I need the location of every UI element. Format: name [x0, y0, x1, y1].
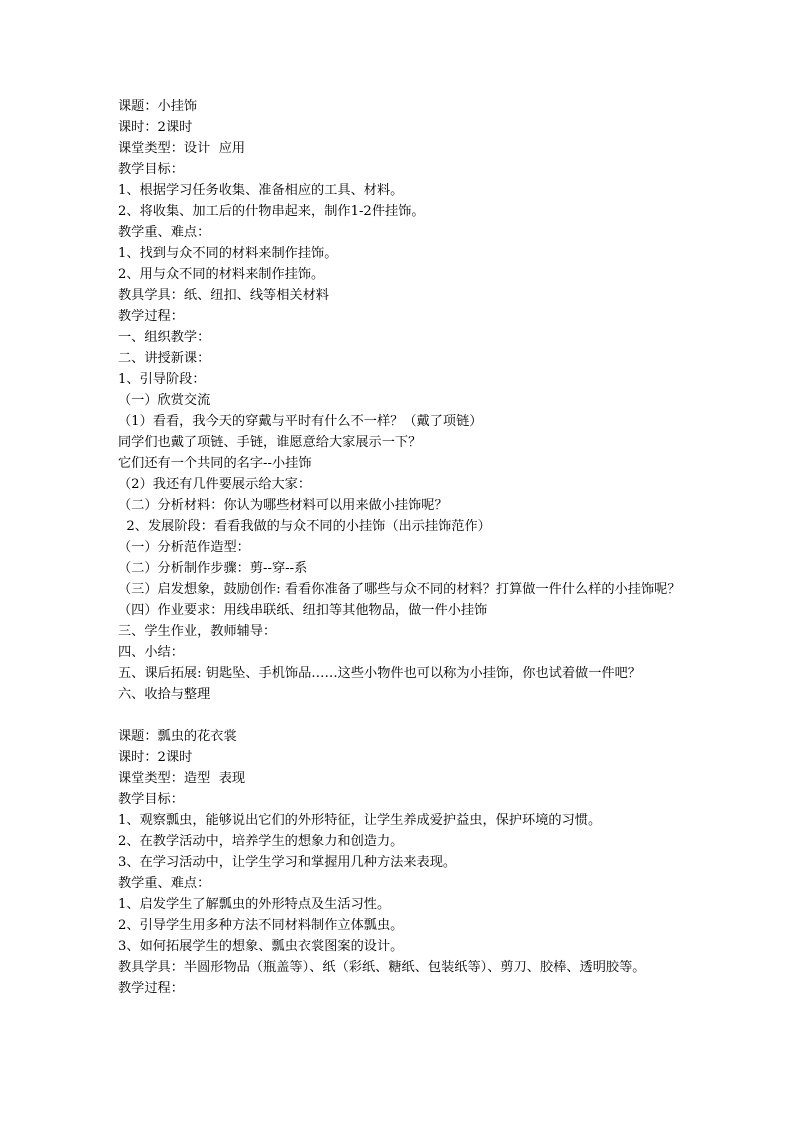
lesson1-step-teach: 二、讲授新课：	[118, 351, 211, 366]
lesson2-keypoint-1: 1、启发学生了解瓢虫的外形特点及生活习性。	[118, 897, 391, 912]
lesson2-title: 课题：瓢虫的花衣裳	[118, 729, 237, 744]
lesson1-objective-1: 1、根据学习任务收集、准备相应的工具、材料。	[118, 183, 404, 198]
lesson2-objective-3: 3、在学习活动中，让学生学习和掌握用几种方法来表现。	[118, 855, 457, 870]
lesson1-substep-name: 它们还有一个共同的名字--小挂饰	[118, 456, 312, 471]
lesson2-objective-1: 1、观察瓢虫，能够说出它们的外形特征，让学生养成爱护益虫，保护环境的习惯。	[118, 813, 602, 828]
lesson1-substep-materials: （二）分析材料：你认为哪些材料可以用来做小挂饰呢？	[118, 498, 448, 513]
lesson2-duration: 课时：2课时	[118, 750, 193, 765]
lesson1-step-practice: 三、学生作业，教师辅导：	[118, 624, 277, 639]
lesson1-step-cleanup: 六、收拾与整理	[118, 687, 211, 702]
lesson-plan-text	[118, 96, 688, 999]
lesson1-step-summary: 四、小结：	[118, 645, 184, 660]
lesson1-process-heading: 教学过程：	[118, 309, 184, 324]
lesson1-objectives-heading: 教学目标：	[118, 162, 184, 177]
lesson1-duration: 课时：2课时	[118, 120, 193, 135]
lesson1-substep-show: 同学们也戴了项链、手链，谁愿意给大家展示一下？	[118, 435, 422, 450]
lesson1-keypoint-1: 1、找到与众不同的材料来制作挂饰。	[118, 246, 338, 261]
lesson1-type: 课堂类型：设计 应用	[118, 141, 246, 156]
lesson2-objectives-heading: 教学目标：	[118, 792, 184, 807]
lesson1-title: 课题：小挂饰	[118, 99, 198, 114]
lesson1-keypoint-2: 2、用与众不同的材料来制作挂饰。	[118, 267, 325, 282]
lesson1-objective-2: 2、将收集、加工后的什物串起来，制作1-2件挂饰。	[118, 204, 425, 219]
lesson2-process-heading: 教学过程：	[118, 981, 184, 996]
lesson1-step-guide: 1、引导阶段：	[118, 372, 206, 387]
lesson1-substep-steps: （二）分析制作步骤：剪--穿--系	[118, 561, 308, 576]
lesson1-step-organize: 一、组织教学：	[118, 330, 211, 345]
lesson1-substep-shape: （一）分析范作造型：	[118, 540, 250, 555]
lesson1-substep-look: （1）看看，我今天的穿戴与平时有什么不一样？（戴了项链）	[118, 414, 483, 429]
section-spacer	[118, 705, 688, 726]
lesson1-step-develop: 2、发展阶段：看看我做的与众不同的小挂饰（出示挂饰范作）	[118, 519, 491, 534]
lesson1-substep-imagine: （三）启发想象，鼓励创作: 看看你准备了哪些与众不同的材料？打算做一件什么样的小挂饰呢？	[118, 582, 681, 597]
lesson1-materials: 教具学具：纸、纽扣、线等相关材料	[118, 288, 329, 303]
lesson1-step-extension: 五、课后拓展: 钥匙坠、手机饰品……这些小物件也可以称为小挂饰，你也试着做一件吧？	[118, 666, 641, 681]
lesson1-substep-appreciate: （一）欣赏交流	[118, 393, 211, 408]
lesson1-substep-more: （2）我还有几件要展示给大家：	[118, 477, 312, 492]
lesson2-keypoint-3: 3、如何拓展学生的想象、瓢虫衣裳图案的设计。	[118, 939, 404, 954]
lesson1-substep-requirements: （四）作业要求：用线串联纸、纽扣等其他物品，做一件小挂饰	[118, 603, 488, 618]
lesson2-objective-2: 2、在教学活动中，培养学生的想象力和创造力。	[118, 834, 404, 849]
lesson1-keypoints-heading: 教学重、难点：	[118, 225, 211, 240]
lesson2-materials: 教具学具：半圆形物品（瓶盖等）、纸（彩纸、糖纸、包装纸等）、剪刀、胶棒、透明胶等。	[118, 960, 646, 975]
lesson2-keypoint-2: 2、引导学生用多种方法不同材料制作立体瓢虫。	[118, 918, 404, 933]
lesson2-type: 课堂类型：造型 表现	[118, 771, 246, 786]
lesson2-keypoints-heading: 教学重、难点：	[118, 876, 211, 891]
